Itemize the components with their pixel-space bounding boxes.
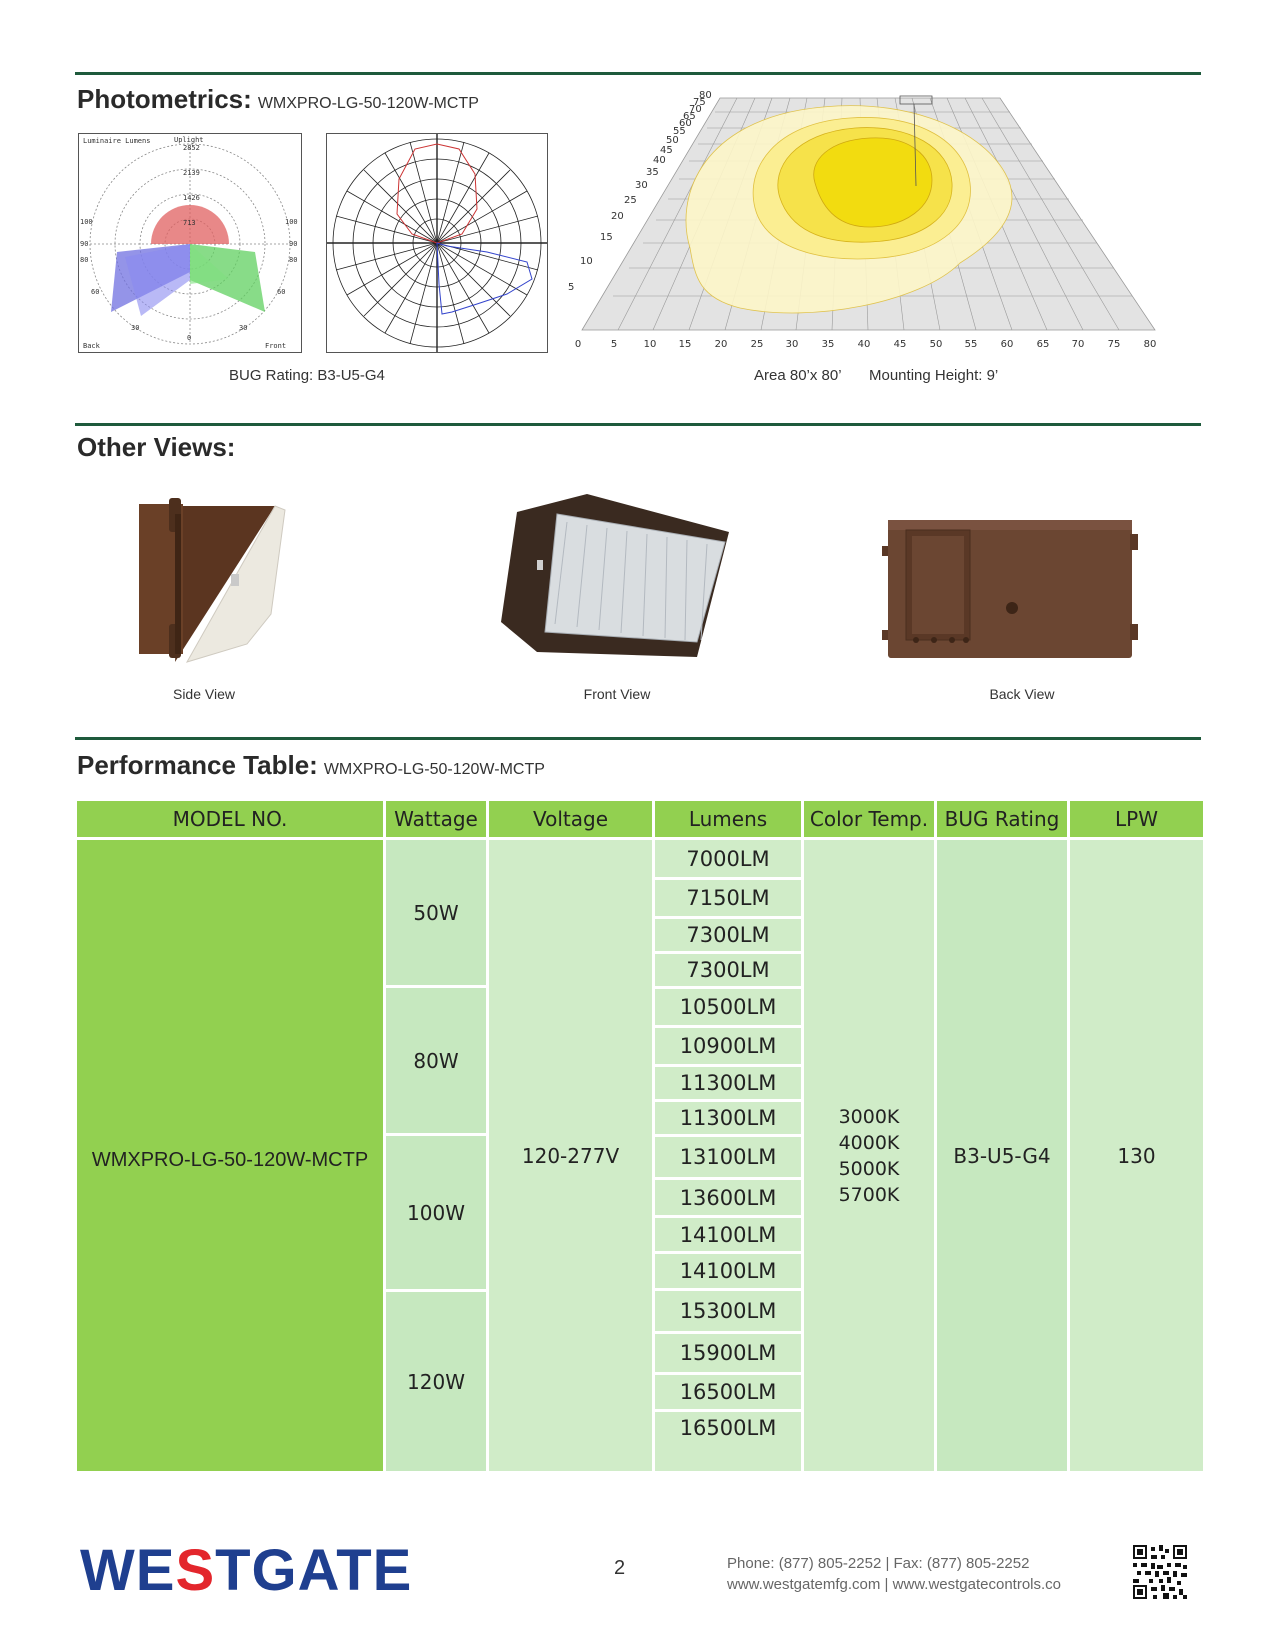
other-views-title: Other Views: xyxy=(77,432,236,462)
performance-table xyxy=(77,801,1203,1471)
color-temp-value: 5700K xyxy=(838,1183,900,1206)
bug-rating-cell: B3-U5-G4 xyxy=(937,840,1067,1471)
header-lumens: Lumens xyxy=(655,801,801,837)
header-voltage: Voltage xyxy=(489,801,652,837)
ring-label: 2852 xyxy=(183,144,200,152)
lumens-cell: 14100LM xyxy=(655,1254,801,1288)
right-angle-label: 30 xyxy=(239,324,248,332)
back-view-image xyxy=(882,516,1142,661)
ring-label: 2139 xyxy=(183,169,200,177)
logo-accent-letter: S xyxy=(175,1538,216,1603)
y-tick: 60 xyxy=(679,118,692,129)
lumens-cell: 15300LM xyxy=(655,1291,801,1331)
x-tick: 45 xyxy=(893,339,907,350)
section-divider xyxy=(75,737,1201,740)
lumens-cell: 15900LM xyxy=(655,1334,801,1372)
header-wattage: Wattage xyxy=(386,801,486,837)
luminaire-lumens-label: Luminaire Lumens xyxy=(83,137,151,145)
y-tick: 35 xyxy=(646,167,659,178)
y-tick: 30 xyxy=(635,180,648,191)
lumens-cell: 7000LM xyxy=(655,840,801,877)
mounting-height-caption: Mounting Height: 9’ xyxy=(869,367,999,384)
header-lpw: LPW xyxy=(1070,801,1203,837)
right-angle-label: 100 xyxy=(285,218,298,226)
bug-rating-caption: BUG Rating: B3-U5-G4 xyxy=(229,367,385,384)
header-model: MODEL NO. xyxy=(77,801,383,837)
area-caption: Area 80’x 80’ xyxy=(754,367,842,384)
header-bug-rating: BUG Rating xyxy=(937,801,1067,837)
x-tick: 70 xyxy=(1071,339,1085,350)
left-angle-label: 60 xyxy=(91,288,100,296)
y-tick: 40 xyxy=(653,155,666,166)
performance-heading xyxy=(77,750,545,781)
lpw-cell: 130 xyxy=(1070,840,1203,1471)
wattage-cell: 120W xyxy=(386,1292,486,1471)
color-temp-cell xyxy=(804,840,934,1471)
lumens-cell: 16500LM xyxy=(655,1375,801,1409)
right-angle-label: 80 xyxy=(289,256,298,264)
side-view-image xyxy=(135,494,295,664)
x-tick: 60 xyxy=(1000,339,1014,350)
y-tick: 80 xyxy=(699,90,712,101)
brand-name: WESTGATE xyxy=(80,1538,413,1603)
x-tick: 65 xyxy=(1036,339,1050,350)
y-tick: 50 xyxy=(666,135,679,146)
x-tick: 0 xyxy=(574,339,582,350)
x-tick: 5 xyxy=(610,339,618,350)
y-tick: 20 xyxy=(611,211,624,222)
color-temp-value: 4000K xyxy=(838,1131,900,1154)
x-tick: 30 xyxy=(785,339,799,350)
lumens-cell: 7150LM xyxy=(655,880,801,916)
performance-title: Performance Table: xyxy=(77,750,318,780)
right-angle-label: 60 xyxy=(277,288,286,296)
lumens-cell: 7300LM xyxy=(655,919,801,951)
lumens-cell: 10900LM xyxy=(655,1028,801,1064)
x-tick: 10 xyxy=(643,339,657,350)
x-ticks xyxy=(575,339,1157,350)
front-label: Front xyxy=(265,342,287,350)
zero-angle-label: 0 xyxy=(187,334,192,342)
lumens-cell: 16500LM xyxy=(655,1412,801,1471)
y-tick: 55 xyxy=(673,126,686,137)
x-tick: 20 xyxy=(714,339,728,350)
section-divider xyxy=(75,72,1201,75)
luminaire-lumens-svg xyxy=(79,134,301,352)
candela-distribution-svg xyxy=(327,134,547,352)
x-tick: 40 xyxy=(857,339,871,350)
left-angle-label: 90 xyxy=(80,240,89,248)
front-view-image xyxy=(497,492,732,662)
model-number-cell xyxy=(77,840,383,1471)
horizontal-plane-curve xyxy=(437,243,532,314)
lumens-cell: 10500LM xyxy=(655,989,801,1025)
lumens-cell: 13100LM xyxy=(655,1137,801,1177)
ring-label: 1426 xyxy=(183,194,200,202)
photometrics-model: WMXPRO-LG-50-120W-MCTP xyxy=(257,95,479,112)
phone-fax-line: Phone: (877) 805-2252 | Fax: (877) 805-2252 xyxy=(727,1555,1030,1572)
left-angle-label: 80 xyxy=(80,256,89,264)
color-temp-value: 5000K xyxy=(838,1157,900,1180)
voltage-cell: 120-277V xyxy=(489,840,652,1471)
front-view-caption: Front View xyxy=(583,686,651,702)
x-tick: 80 xyxy=(1143,339,1157,350)
westgate-logo xyxy=(80,1538,413,1603)
luminaire-lumens-chart xyxy=(78,133,302,353)
x-tick: 15 xyxy=(678,339,692,350)
x-tick: 35 xyxy=(821,339,835,350)
color-temp-value: 3000K xyxy=(838,1105,900,1128)
performance-model: WMXPRO-LG-50-120W-MCTP xyxy=(323,761,545,778)
x-tick: 75 xyxy=(1107,339,1121,350)
page-number: 2 xyxy=(614,1557,626,1579)
y-tick: 70 xyxy=(689,104,702,115)
lumens-cell: 14100LM xyxy=(655,1218,801,1251)
lumens-cell: 11300LM xyxy=(655,1102,801,1134)
header-color-temp: Color Temp. xyxy=(804,801,934,837)
right-angle-label: 90 xyxy=(289,240,298,248)
ring-label: 713 xyxy=(183,219,196,227)
y-tick: 5 xyxy=(568,282,575,293)
y-tick: 10 xyxy=(580,256,593,267)
isofootcandle-plot xyxy=(568,88,1180,360)
back-label: Back xyxy=(83,342,100,350)
y-tick: 65 xyxy=(683,111,696,122)
photometrics-heading xyxy=(77,84,479,115)
lumens-cell: 13600LM xyxy=(655,1180,801,1215)
lumens-cell: 7300LM xyxy=(655,954,801,986)
side-view-caption: Side View xyxy=(172,686,235,702)
wattage-cell: 80W xyxy=(386,988,486,1133)
uplight-label: Uplight xyxy=(174,136,204,144)
y-tick: 75 xyxy=(693,97,706,108)
y-tick: 45 xyxy=(660,145,673,156)
wattage-cell: 100W xyxy=(386,1136,486,1289)
x-tick: 50 xyxy=(929,339,943,350)
x-tick: 25 xyxy=(750,339,764,350)
left-angle-label: 100 xyxy=(80,218,93,226)
lumens-cell: 11300LM xyxy=(655,1067,801,1099)
photometrics-title: Photometrics: xyxy=(77,84,252,114)
website-line: www.westgatemfg.com | www.westgatecontrols.co xyxy=(727,1576,1062,1593)
qr-code xyxy=(1133,1545,1187,1599)
section-divider xyxy=(75,423,1201,426)
y-tick: 25 xyxy=(624,195,637,206)
wattage-cell: 50W xyxy=(386,840,486,985)
isofootcandle-svg xyxy=(568,88,1180,360)
left-angle-label: 30 xyxy=(131,324,140,332)
x-tick: 55 xyxy=(964,339,978,350)
y-tick: 15 xyxy=(600,232,613,243)
candela-distribution-chart xyxy=(326,133,548,353)
back-view-caption: Back View xyxy=(989,686,1055,702)
model-number: WMXPRO-LG-50-120W-MCTP xyxy=(91,1149,369,1171)
